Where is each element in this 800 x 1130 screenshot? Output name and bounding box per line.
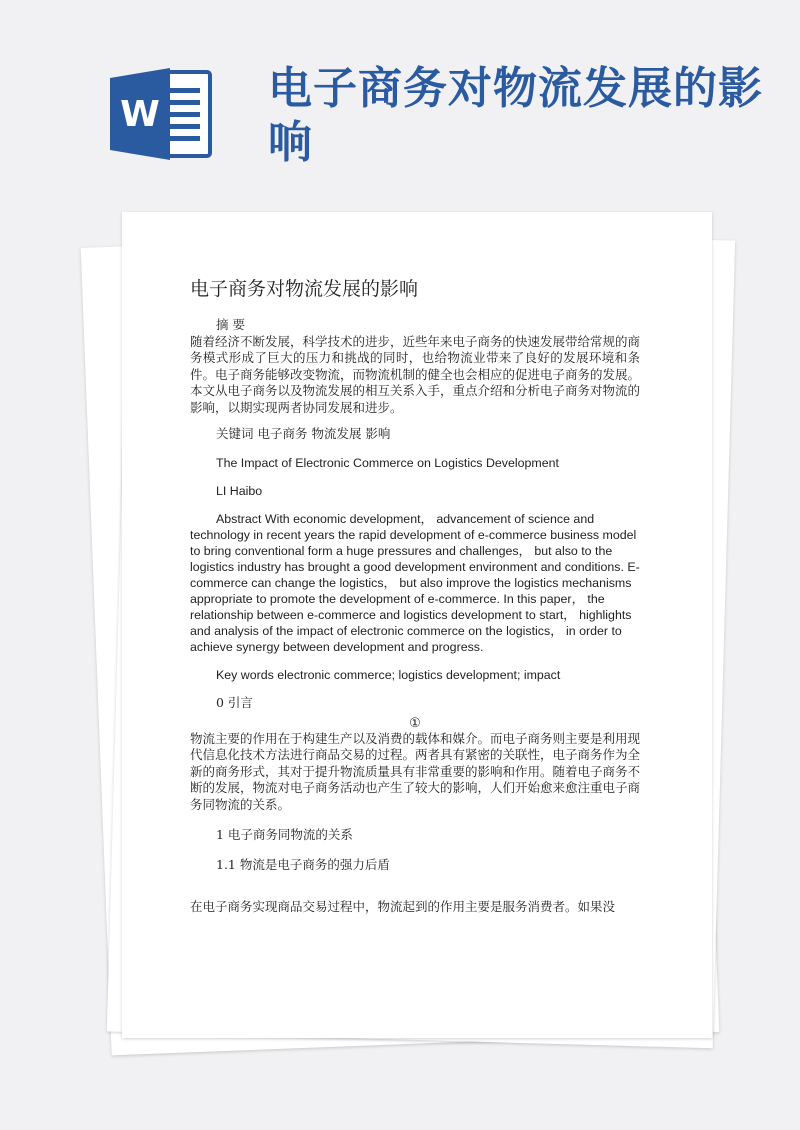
abstract-label: 摘 要 — [216, 317, 245, 332]
section-heading-1-1: 1.1 物流是电子商务的强力后盾 — [216, 857, 390, 873]
document-page — [122, 212, 712, 1038]
abstract-cn: 随着经济不断发展，科学技术的进步，近些年来电子商务的快速发展带给常规的商务模式形成了巨大的压力和挑战的同时，也给物流业带来了良好的发展环境和条件。电子商务能够改变物流，而物流机制的健全也会相应的促进电子商务的发展。本文从电子商务以及物流发展的相互关系入手，重点介绍和分析电子商务对物流的影响，以期实现两者协同发展和进步。 — [190, 334, 641, 415]
author-name: LI Haibo — [216, 484, 263, 499]
keywords-en: Key words electronic commerce; logistics development; impact — [216, 668, 561, 683]
svg-text:W: W — [120, 94, 160, 135]
section-1-1-paragraph: 在电子商务实现商品交易过程中，物流起到的作用主要是服务消费者。如果没 — [190, 899, 616, 915]
english-title: The Impact of Electronic Commerce on Logistics Development — [216, 456, 559, 471]
microsoft-word-icon — [110, 68, 214, 160]
section-heading-1: 1 电子商务同物流的关系 — [216, 827, 353, 843]
section-heading-intro: 0 引言 — [216, 695, 253, 711]
abstract-en: Abstract With economic development， advancement of science and technology in recent years the rapid development of e-commerce business model to bring conventional form a huge pressures and challenges， but also to the logistics industry has brought a good development environment and conditions. E-commerce can change the logistics， but also improve the logistics mechanisms appropriate to promote the development of e-commerce. In this paper， the relationship between e-commerce and logistics development to start， highlights and analysis of the impact of electronic commerce on the logistics， in order to achieve synergy between development and progress. — [190, 512, 640, 655]
document-body — [190, 274, 640, 915]
page-title: 电子商务对物流发展的影响 — [268, 63, 763, 168]
intro-paragraph: 物流主要的作用在于构建生产以及消费的载体和媒介。而电子商务则主要是利用现代信息化技术方法进行商品交易的过程。两者具有紧密的关联性，电子商务作为全新的商务形式，其对于提升物流质量具有非常重要的影响和作用。随着电子商务不断的发展，物流对电子商务活动也产生了较大的影响，人们开始愈来愈注重电子商务同物流的关系。 — [190, 731, 641, 812]
footnote-marker: ① — [409, 716, 421, 732]
document-title: 电子商务对物流发展的影响 — [190, 278, 419, 300]
keywords-cn: 关键词 电子商务 物流发展 影响 — [216, 426, 391, 442]
